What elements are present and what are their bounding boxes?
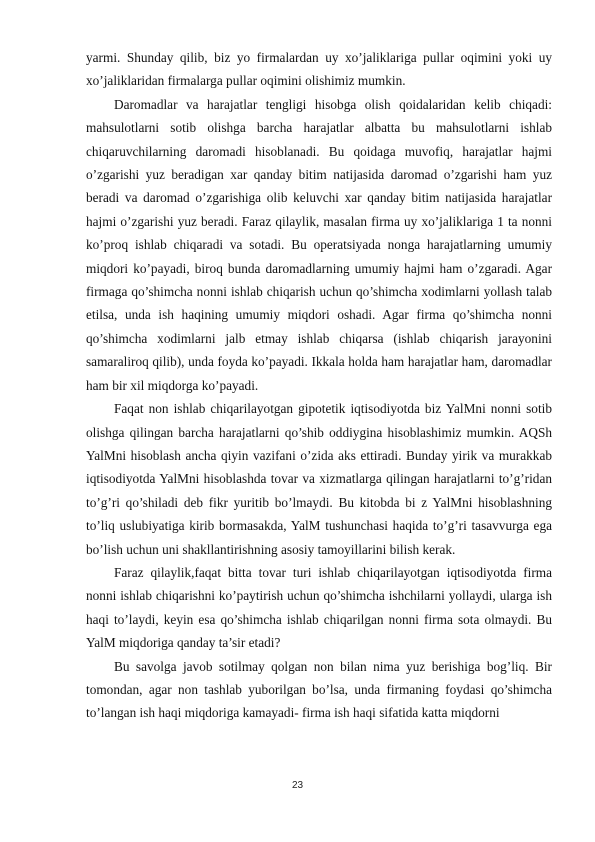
paragraph: Bu savolga javob sotilmay qolgan non bilan nima yuz berishiga bog’liq. Bir tomondan, agar non tashlab yuborilgan bo’lsa, unda firmaning foydasi qo’shimcha to’langan ish haqi miqdoriga kamayadi- firma ish haqi sifatida katta miqdorni [86, 658, 552, 721]
body-text [86, 46, 552, 725]
paragraph: Faqat non ishlab chiqarilayotgan gipotetik iqtisodiyotda biz YalMni nonni sotib olishga qilingan barcha harajatlarni qo’shib oddiygina hisoblashimiz mumkin. AQSh YalMni hisoblash ancha qiyin vazifani o’zida aks ettiradi. Bunday yirik va murakkab iqtisodiyotda YalMni hisoblashda tovar va xizmatlarga qilingan harajatlarni to’g’ridan to’g’ri qo’shiladi deb fikr yuritib bo’lmaydi. Bu kitobda bi z YalMni hisoblashning to’liq uslubiyatiga kirib bormasakda, YalM tushunchasi haqida to’g’ri tasavvurga ega bo’lish uchun uni shakllantirishning asosiy tamoyillarini bilish kerak. [86, 401, 552, 557]
page-number: 23 [291, 780, 304, 791]
paragraph: Daromadlar va harajatlar tengligi hisobga olish qoidalaridan kelib chiqadi: mahsulotlarni sotib olishga barcha harajatlar albatta bu mahsulotlarni ishlab chiqaruvchilarning daromadi hisoblanadi. Bu qoidaga muvofiq, harajatlar hajmi o’zgarishi yuz beradigan xar qanday bitim natijasida daromad o’zgarishi ham yuz beradi va daromad o’zgarishiga olib keluvchi xar qanday bitim natijasida harajatlar hajmi o’zgarishi yuz beradi. Faraz qilaylik, masalan firma uy xo’jaliklariga 1 ta nonni ko’proq ishlab chiqaradi va sotadi. Bu operatsiyada nonga harajatlarning umumiy miqdori ko’payadi, biroq bunda daromadlarning umumiy hajmi ham o’zgaradi. Agar firmaga qo’shimcha nonni ishlab chiqarish uchun qo’shimcha xodimlarni yollash talab etilsa, unda ish haqining umumiy miqdori oshadi. Agar firma qo’shimcha nonni qo’shimcha xodimlarni jalb etmay ishlab chiqarsa (ishlab chiqarish jarayonini samaraliroq qilib), unda foyda ko’payadi. Ikkala holda ham harajatlar ham, daromadlar ham bir xil miqdorga ko’payadi. [86, 96, 552, 393]
paragraph: Faraz qilaylik,faqat bitta tovar turi ishlab chiqarilayotgan iqtisodiyotda firma nonni ishlab chiqarishni ko’paytirish uchun qo’shimcha ishchilarni yollaydi, ularga ish haqi to’laydi, keyin esa qo’shimcha ishlab chiqarilgan nonni firma sota olmaydi. Bu YalM miqdoriga qanday ta’sir etadi? [86, 564, 552, 651]
paragraph-continuation: yarmi. Shunday qilib, biz yo firmalardan uy xo’jaliklariga pullar oqimini yoki uy xo’jaliklaridan firmalarga pullar oqimini olishimiz mumkin. [86, 50, 552, 89]
